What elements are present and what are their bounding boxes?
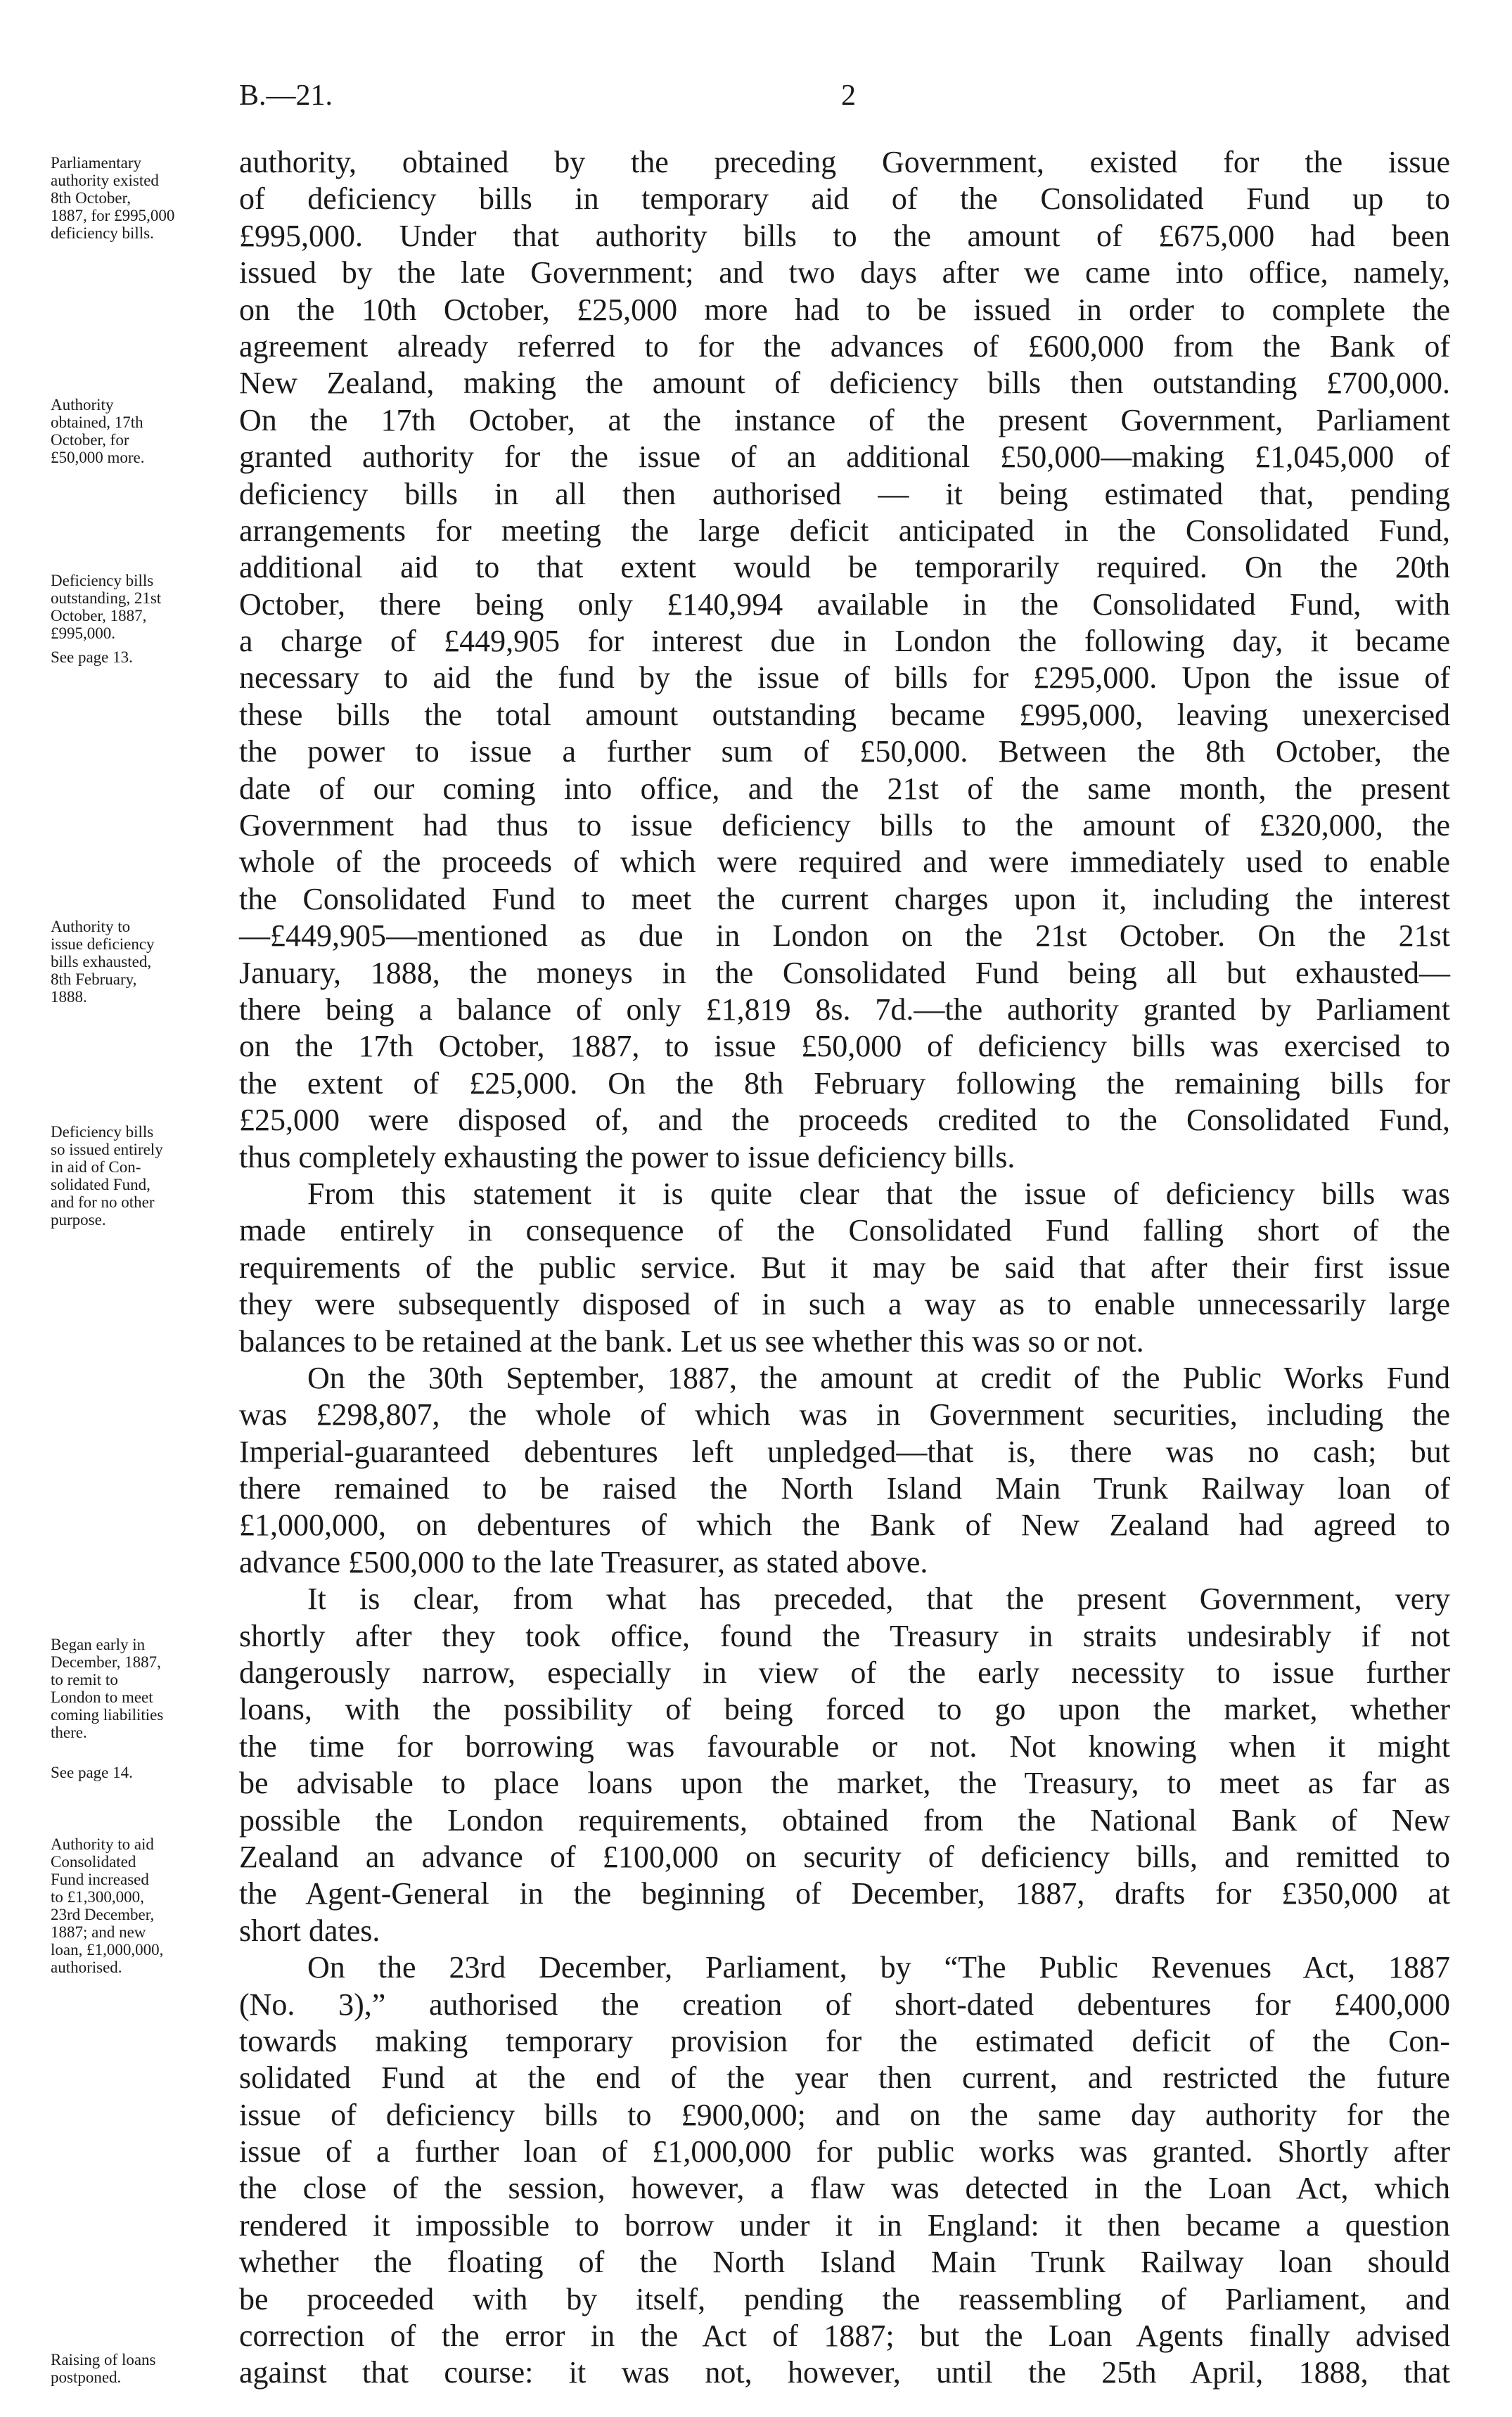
margin-note-line: loan, £1,000,000, <box>51 1941 164 1958</box>
text-line: Government had thus to issue deficiency bills to the amount of £320,000, the <box>239 808 1450 843</box>
margin-note-line: Fund increased <box>51 1871 149 1888</box>
text-line: advance £500,000 to the late Treasurer, as stated above. <box>239 1544 928 1579</box>
margin-note-line: Deficiency bills <box>51 572 154 589</box>
margin-note <box>51 154 233 242</box>
margin-note-line: £50,000 more. <box>51 449 145 466</box>
text-line: agreement already referred to for the advances of £600,000 from the Bank of <box>239 328 1450 364</box>
text-line: was £298,807, the whole of which was in Government securities, including the <box>239 1397 1450 1432</box>
text-line: they were subsequently disposed of in such a way as to enable unnecessarily large <box>239 1287 1450 1322</box>
margin-note-line: See page 13. <box>51 648 133 666</box>
text-line: be proceeded with by itself, pending the reassembling of Parliament, and <box>239 2281 1450 2316</box>
margin-note-line: Authority <box>51 396 114 413</box>
text-line: shortly after they took office, found the Treasury in straits undesirably if not <box>239 1618 1450 1653</box>
text-line: On the 30th September, 1887, the amount at credit of the Public Works Fund <box>307 1360 1450 1395</box>
margin-note-line: Raising of loans <box>51 2351 156 2368</box>
text-line: loans, with the possibility of being forced to go upon the market, whether <box>239 1692 1450 1727</box>
text-line: the time for borrowing was favourable or not. Not knowing when it might <box>239 1729 1450 1764</box>
margin-note-line: Consolidated <box>51 1853 136 1871</box>
margin-note-line: Parliamentary <box>51 154 142 172</box>
text-line: the close of the session, however, a flaw was detected in the Loan Act, which <box>239 2171 1450 2206</box>
margin-note-line: authorised. <box>51 1958 122 1976</box>
page-number: 2 <box>841 79 856 112</box>
margin-note <box>51 572 233 642</box>
margin-note-line: 8th October, <box>51 189 132 207</box>
margin-note-line: Began early in <box>51 1636 146 1653</box>
text-line: (No. 3),” authorised the creation of short-dated debentures for £400,000 <box>239 1987 1450 2022</box>
margin-note-line: obtained, 17th <box>51 413 143 431</box>
text-line: of deficiency bills in temporary aid of the Consolidated Fund up to <box>239 181 1450 217</box>
text-line: a charge of £449,905 for interest due in London the following day, it became <box>239 624 1450 659</box>
text-line: authority, obtained by the preceding Government, existed for the issue <box>239 145 1450 179</box>
text-line: on the 17th October, 1887, to issue £50,000 of deficiency bills was exercised to <box>239 1029 1450 1064</box>
margin-note-line: solidated Fund, <box>51 1176 150 1193</box>
text-line: the Agent-General in the beginning of December, 1887, drafts for £350,000 at <box>239 1876 1450 1911</box>
text-line: additional aid to that extent would be temporarily required. On the 20th <box>239 550 1450 585</box>
text-line: Imperial-guaranteed debentures left unpledged—that is, there was no cash; but <box>239 1434 1450 1469</box>
margin-note-line: London to meet <box>51 1688 153 1706</box>
margin-note-line: 1887, for £995,000 <box>51 207 175 224</box>
margin-note-line: coming liabilities <box>51 1706 164 1724</box>
text-line: issue of deficiency bills to £900,000; and on the same day authority for the <box>239 2097 1450 2132</box>
margin-note-line: October, for <box>51 431 129 449</box>
text-line: On the 17th October, at the instance of the present Government, Parliament <box>239 402 1450 437</box>
text-line: whether the floating of the North Island Main Trunk Railway loan should <box>239 2245 1450 2280</box>
text-line: deficiency bills in all then authorised — it being estimated that, pending <box>239 476 1450 511</box>
paragraph <box>239 1360 1450 1581</box>
margin-note-line: issue deficiency <box>51 935 155 953</box>
margin-note-line: so issued entirely <box>51 1141 163 1158</box>
margin-note-line: 8th February, <box>51 970 137 988</box>
margin-note <box>51 918 233 1006</box>
text-line: issued by the late Government; and two days after we came into office, namely, <box>239 255 1450 290</box>
margin-note-line: deficiency bills. <box>51 224 154 242</box>
margin-note-line: December, 1887, <box>51 1653 161 1671</box>
text-line: granted authority for the issue of an additional £50,000—making £1,045,000 of <box>239 440 1450 475</box>
text-line: against that course: it was not, however, until the 25th April, 1888, that <box>239 2355 1450 2390</box>
text-line: thus completely exhausting the power to issue deficiency bills. <box>239 1139 1016 1174</box>
text-line: whole of the proceeds of which were required and were immediately used to enable <box>239 845 1450 880</box>
margin-note-line: to remit to <box>51 1671 118 1688</box>
text-line: Zealand an advance of £100,000 on security of deficiency bills, and remitted to <box>239 1839 1450 1874</box>
text-line: On the 23rd December, Parliament, by “The Public Revenues Act, 1887 <box>307 1950 1450 1985</box>
text-line: these bills the total amount outstanding became £995,000, leaving unexercised <box>239 697 1450 732</box>
text-line: —£449,905—mentioned as due in London on the 21st October. On the 21st <box>239 918 1450 954</box>
document-code: B.—21. <box>239 79 333 112</box>
text-line: possible the London requirements, obtained from the National Bank of New <box>239 1802 1450 1838</box>
margin-note <box>51 1764 233 1781</box>
margin-note <box>51 2351 233 2386</box>
margin-note <box>51 396 233 466</box>
text-line: on the 10th October, £25,000 more had to be issued in order to complete the <box>239 292 1450 327</box>
text-line: towards making temporary provision for the estimated deficit of the Con- <box>239 2023 1450 2058</box>
text-line: arrangements for meeting the large deficit anticipated in the Consolidated Fund, <box>239 513 1450 548</box>
paragraph <box>239 144 1450 1176</box>
text-line: From this statement it is quite clear that the issue of deficiency bills was <box>307 1176 1450 1211</box>
margin-note-line: 1887; and new <box>51 1923 146 1941</box>
margin-note-line: 1888. <box>51 988 87 1006</box>
text-line: £995,000. Under that authority bills to the amount of £675,000 had been <box>239 218 1450 253</box>
text-line: correction of the error in the Act of 1887; but the Loan Agents finally advised <box>239 2319 1450 2354</box>
margin-note-line: 23rd December, <box>51 1906 155 1923</box>
text-line: the extent of £25,000. On the 8th February following the remaining bills for <box>239 1065 1450 1101</box>
text-line: rendered it impossible to borrow under it in England: it then became a question <box>239 2207 1450 2243</box>
margin-note-line: Authority to <box>51 918 131 935</box>
text-line: £1,000,000, on debentures of which the Bank of New Zealand had agreed to <box>239 1508 1450 1543</box>
text-line: date of our coming into office, and the 21st of the same month, the present <box>239 771 1450 806</box>
margin-note-line: October, 1887, <box>51 607 147 624</box>
margin-note-line: bills exhausted, <box>51 953 152 970</box>
text-line: the Consolidated Fund to meet the current charges upon it, including the interest <box>239 881 1450 916</box>
text-line: there being a balance of only £1,819 8s. 7d.—the authority granted by Parliament <box>239 992 1450 1027</box>
paragraph <box>239 1949 1450 2392</box>
margin-note-line: £995,000. <box>51 624 115 642</box>
text-line: there remained to be raised the North Island Main Trunk Railway loan of <box>239 1471 1450 1506</box>
margin-note-line: there. <box>51 1724 87 1741</box>
text-line: short dates. <box>239 1913 380 1948</box>
margin-note-line: Deficiency bills <box>51 1123 154 1141</box>
text-line: January, 1888, the moneys in the Consolidated Fund being all but exhausted— <box>239 955 1450 990</box>
text-line: It is clear, from what has preceded, that the present Government, very <box>307 1582 1450 1617</box>
margin-note-line: postponed. <box>51 2368 122 2386</box>
paragraph <box>239 1176 1450 1360</box>
margin-note-line: See page 14. <box>51 1764 133 1781</box>
margin-note-line: Authority to aid <box>51 1835 154 1853</box>
body-text <box>239 144 1450 2392</box>
text-line: solidated Fund at the end of the year then current, and restricted the future <box>239 2060 1450 2096</box>
margin-note-line: in aid of Con- <box>51 1158 141 1176</box>
margin-note-line: authority existed <box>51 172 159 189</box>
paragraph <box>239 1581 1450 1949</box>
text-line: dangerously narrow, especially in view of the early necessity to issue further <box>239 1655 1450 1691</box>
text-line: £25,000 were disposed of, and the proceeds credited to the Consolidated Fund, <box>239 1103 1450 1138</box>
text-line: made entirely in consequence of the Consolidated Fund falling short of the <box>239 1213 1450 1248</box>
margin-note-line: outstanding, 21st <box>51 589 162 607</box>
margin-note-line: purpose. <box>51 1211 106 1229</box>
margin-note <box>51 1123 233 1229</box>
text-line: be advisable to place loans upon the market, the Treasury, to meet as far as <box>239 1766 1450 1801</box>
text-line: balances to be retained at the bank. Let us see whether this was so or not. <box>239 1323 1144 1359</box>
margin-note <box>51 648 233 666</box>
text-line: requirements of the public service. But it may be said that after their first issue <box>239 1250 1450 1285</box>
text-line: issue of a further loan of £1,000,000 for public works was granted. Shortly after <box>239 2134 1450 2169</box>
margin-note-line: and for no other <box>51 1193 155 1211</box>
text-line: October, there being only £140,994 available in the Consolidated Fund, with <box>239 586 1450 622</box>
text-line: New Zealand, making the amount of deficiency bills then outstanding £700,000. <box>239 366 1450 401</box>
margin-note-line: to £1,300,000, <box>51 1888 144 1906</box>
text-line: the power to issue a further sum of £50,000. Between the 8th October, the <box>239 734 1450 769</box>
margin-note <box>51 1636 233 1741</box>
text-line: necessary to aid the fund by the issue of bills for £295,000. Upon the issue of <box>239 660 1450 695</box>
margin-note <box>51 1835 233 1976</box>
